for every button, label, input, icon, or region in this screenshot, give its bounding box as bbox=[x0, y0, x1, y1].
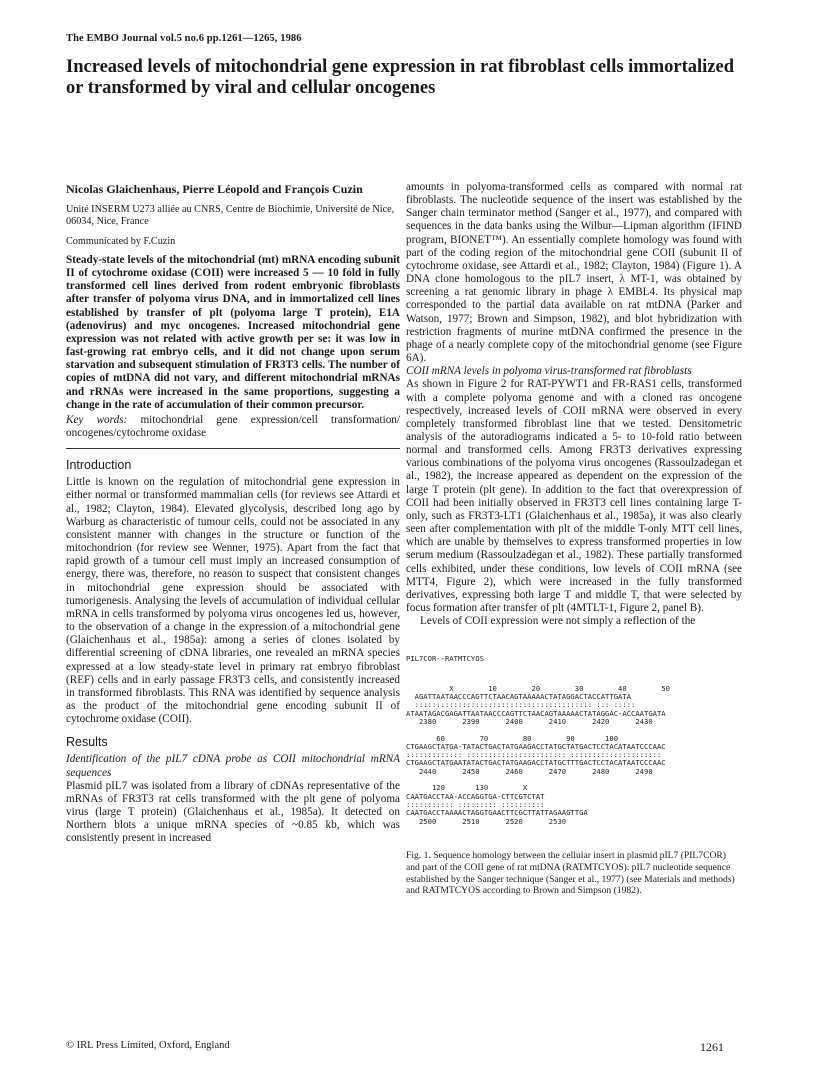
page-number: 1261 bbox=[700, 1040, 724, 1054]
journal-header: The EMBO Journal vol.5 no.6 pp.1261—1265, 1986 bbox=[66, 33, 302, 44]
sequence-line: AGATTAATAACCCAGTTCTAACAGTAAAAACTATAGGACTACCATTGATA bbox=[406, 692, 632, 702]
sequence-line: 2500 2510 2520 2530 bbox=[406, 816, 567, 826]
sequence-line: CAATGACCTAA-ACCAGGTGA-CTTCGTCTAT bbox=[406, 791, 545, 801]
sequence-line: X 10 20 30 40 50 bbox=[406, 683, 670, 693]
article-title: Increased levels of mitochondrial gene expression in rat fibroblast cells immortalized or transformed by viral and cellular oncogenes bbox=[66, 57, 734, 98]
left-column bbox=[66, 182, 400, 846]
sequence-line: ATAATAGACGAGATTAATAACCCAGTTCTAACAGTAAAAACTATAGGAC-ACCAATGATA bbox=[406, 708, 666, 718]
sequence-line: ::::::::::::::::::::::::::::::::::::::::: ::: ::::: bbox=[406, 700, 636, 710]
section-divider bbox=[66, 448, 400, 449]
figure-1-alignment bbox=[406, 638, 742, 842]
results-paragraph-4: Levels of COII expression were not simply a reflection of the bbox=[420, 615, 696, 628]
keywords-text: mitochondrial gene expression/cell transformation/ oncogenes/cytochrome oxidase bbox=[66, 413, 400, 439]
results-heading: Results bbox=[66, 735, 108, 750]
sequence-line: 2440 2450 2460 2470 2480 2490 bbox=[406, 766, 653, 776]
keywords-label: Key words: bbox=[66, 413, 128, 426]
sequence-line: ::::::::::::: ::::::::::::::::::::::: ::::::::::::::::::::: bbox=[406, 750, 662, 760]
intro-paragraph: Little is known on the regulation of mitochondrial gene expression in either normal or transformed mammalian cells (for reviews see Attardi et al., 1982; Clayton, 1984). Elevated glycolysis, described long ago by Warburg as characteristic of tumour cells, could not be associated in any consistent manner with changes in the structure or function of the mitochondrion (for review see Wenner, 1975). Apart from the fact that rapid growth of a tumour cell must imply an increased consumption of energy, there was, therefore, no reason to suspect that consistent changes in mitochondrial gene expression should be associated with tumorigenesis. Analysing the levels of accumulation of individual cellular mRNA in cells transformed by polyoma virus oncogenes led us, however, to the observation of a change in the expression of a mitochondrial gene (Glaichenhaus et al., 1985a): among a series of clones isolated by differential screening of cDNA libraries, one revealed an mRNA species expressed at a low steady-state level in primary rat embryo fibroblast (REF) cells and in early passage FR3T3 cells, and consistently increased in transformed fibroblasts. This RNA was identified by sequence analysis as the product of the mitochondrial gene encoding subunit II of cytochrome oxidase (COII). bbox=[66, 476, 400, 726]
results-paragraph-2: amounts in polyoma-transformed cells as compared with normal rat fibroblasts. The nucleotide sequence of the insert was established by the Sanger chain terminator method (Sanger et al., 1977), and compared with sequences in the data banks using the Wilbur—Lipman algorithm (IFIND program, BIONET™). An essentially complete homology was found with part of the coding region of the mitochondrial gene COII (subunit II of cytochrome oxidase, see Attardi et al., 1982; Clayton, 1984) (Figure 1). A DNA clone homologous to the pIL7 insert, λ MT-1, was obtained by screening a rat genomic library in phage λ EMBL4. Its physical map corresponded to the partial data available on rat mtDNA (Parker and Watson, 1977; Brown and Simpson, 1982), and blot hybridization with restriction fragments of murine mtDNA confirmed the presence in the phage of a nearly complete copy of the mitochondrial genome (see Figure 6A). bbox=[406, 181, 742, 365]
sequence-line: CTGAAGCTATGA-TATACTGACTATGAAGACCTATGCTATGACTCCTACATAATCCCAAC bbox=[406, 741, 666, 751]
results-paragraph-1: Plasmid pIL7 was isolated from a library of cDNAs representative of the mRNAs of FR3T3 rat cells transformed with the plt gene of polyoma virus (large T protein) (Glaichenhaus et al., 1985a). It detected on Northern blots a unique mRNA species of ~0.85 kb, which was consistently present in increased bbox=[66, 779, 400, 845]
figure-1-label: PIL7COR--RATMTCYOS bbox=[406, 653, 484, 663]
affiliation: Unité INSERM U273 alliée au CNRS, Centre de Biochimie, Université de Nice, 06034, Nice, France bbox=[66, 204, 395, 228]
copyright: © IRL Press Limited, Oxford, England bbox=[66, 1040, 230, 1051]
sequence-alignment bbox=[406, 685, 742, 826]
abstract: Steady-state levels of the mitochondrial (mt) mRNA encoding subunit II of cytochrome oxidase (COII) were increased 5 — 10 fold in fully transformed cell lines derived from rodent embryonic fibroblasts after transfer of polyoma virus DNA, and in immortalized cell lines established by transfer of plt (polyoma large T protein), E1A (adenovirus) and myc oncogenes. Increased mitochondrial gene expression was not related with active growth per se: it was low in fast-growing rat embryo cells, and it did not change upon serum starvation and subsequent stimulation of FR3T3 cells. The number of copies of mtDNA did not vary, and different mitochondrial mRNAs and rRNAs were increased in the same proportions, suggesting a change in the rate of accumulation of their common precursor. bbox=[66, 253, 400, 411]
sequence-line: ::::::::::: ::::::::: :::::::::: bbox=[406, 799, 545, 809]
sequence-line: 60 70 80 90 100 bbox=[406, 733, 619, 743]
sequence-line: 2380 2390 2400 2410 2420 2430 bbox=[406, 716, 653, 726]
intro-heading: Introduction bbox=[66, 458, 132, 473]
sequence-line: CTGAAGCTATGAATATACTGACTATGAAGACCTATGCTTTGACTCCTACATAATCCCAAC bbox=[406, 758, 666, 768]
keywords bbox=[66, 414, 400, 440]
results-paragraph-3: As shown in Figure 2 for RAT-PYWT1 and FR-RAS1 cells, transformed with a complete polyoma genome and with a cloned ras oncogene respectively, increased levels of COII mRNA were observed in every completely transformed fibroblast line that we tested. Densitometric analysis of the autoradiograms indicated a 5- to 10-fold ratio between normal and transformed cells. Among FR3T3 derivatives expressing various combinations of the polyoma virus oncogenes (Rassoulzadegan et al., 1982), the increase appeared as dependent on the expression of the large T protein (plt gene). In addition to the fact that overexpression of COII had been initially observed in FR3T3 cell lines containing large T-only, such as FR3T3-LT1 (Glaichenhaus et al., 1985a), it was also clearly seen after complementation with plt of the middle T-only MTT cell lines, which are unable by themselves to express transformed properties in low serum medium (Rassoulzadegan et al., 1982). These partially transformed cells exhibited, under these conditions, low levels of COII mRNA (see MTT4, Figure 2), which were increased in the fully transformed derivatives, expressing both large T and middle T, that were selected by focus formation after transfer of plt (4MTLT-1, Figure 2, panel B). bbox=[406, 378, 742, 614]
subsection-heading-2: COII mRNA levels in polyoma virus-transformed rat fibroblasts bbox=[406, 365, 692, 378]
sequence-line: CAATGACCTAAAACTAGGTGAACTTCGCTTATTAGAAGTTGA bbox=[406, 808, 588, 818]
authors: Nicolas Glaichenhaus, Pierre Léopold and François Cuzin bbox=[66, 182, 363, 196]
subsection-heading-1: Identification of the pIL7 cDNA probe as COII mitochondrial mRNA sequences bbox=[66, 753, 400, 779]
right-column bbox=[406, 181, 742, 897]
figure-1-caption: Fig. 1. Sequence homology between the cellular insert in plasmid pIL7 (PIL7COR) and part of the COII gene of rat mtDNA (RATMTCYOS). pIL7 nucleotide sequence established by the Sanger technique (Sanger et al., 1977) (see Materials and methods) and RATMTCYOS according to Brown and Simpson (1982). bbox=[406, 850, 735, 897]
sequence-line: 120 130 X bbox=[406, 783, 528, 793]
communicated-by: Communicated by F.Cuzin bbox=[66, 235, 176, 247]
